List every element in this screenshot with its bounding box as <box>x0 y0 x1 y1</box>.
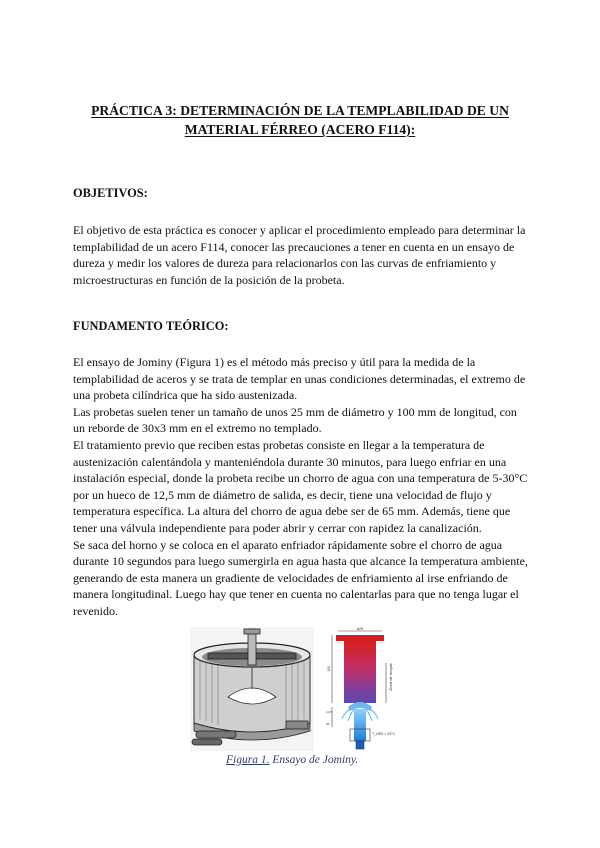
figure-caption-text: Ensayo de Jominy. <box>272 754 359 766</box>
dim-top-label: ø25 <box>356 627 364 631</box>
water-nozzle <box>354 709 366 741</box>
objectives-paragraph <box>73 222 531 288</box>
theory-paragraph-1: El ensayo de Jominy (Figura 1) es el método más preciso y útil para la medida de la templabilidad de aceros y se trata de templar en unas condiciones determinadas, el extremo de una probeta cilíndrica que ha sido austenizada. <box>73 355 526 403</box>
zone-label: Zona de temple <box>388 663 393 691</box>
theory-paragraph-2: Las probetas suelen tener un tamaño de unos 25 mm de diámetro y 100 mm de longitud, con un reborde de 30x3 mm en el extremo no templado. <box>73 404 517 436</box>
theory-paragraphs <box>73 354 531 620</box>
jominy-specimen-diagram <box>320 627 404 751</box>
theory-paragraph-4: Se saca del horno y se coloca en el aparato enfriador rápidamente sobre el chorro de agua durante 10 segundos para luego sumergirla en agua hasta que alcance la temperatura ambiente, generando de esta manera un gradiente de velocidades de enfriamiento al irse enfriando de manera longitudinal. Luego hay que tener en cuenta no calentarlas para que no tenga lugar el revenido. <box>73 537 528 618</box>
dim-jet-label: 65 <box>326 722 330 726</box>
dim-length-label: 100 <box>327 666 331 672</box>
dim-gap-label: 12,5 <box>326 710 332 714</box>
jominy-apparatus-illustration <box>190 627 314 751</box>
figure-label: Figura 1. <box>226 754 270 766</box>
objectives-text: El objetivo de esta práctica es conocer y aplicar el procedimiento empleado para determinar la templabilidad de un acero F114, conocer las precauciones a tener en cuenta en un ensayo de dureza y medir los valores de dureza para relacionarlos con las curvas de enfriamiento y microestructuras en función de la posición de la probeta. <box>73 223 526 287</box>
specimen-flange <box>336 635 384 641</box>
page-title: PRÁCTICA 3: DETERMINACIÓN DE LA TEMPLABILIDAD DE UN MATERIAL FÉRREO (ACERO F114): <box>91 103 509 137</box>
theory-paragraph-3: El tratamiento previo que reciben estas probetas consiste en llegar a la temperatura de austenización calentándola y manteniéndola durante 30 minutos, para luego enfriar en una instalación especial, donde la probeta recibe un chorro de agua con una temperatura de 5-30°C por un hueco de 12,5 mm de diámetro de salida, es decir, tiene una velocidad de flujo y temperatura específica. La altura del chorro de agua debe ser de 65 mm. Además, tiene que tener una válvula independiente para poder abrir y cerrar con rapidez la canalización. <box>73 437 528 535</box>
objectives-heading: OBJETIVOS: <box>73 186 148 200</box>
water-temp-label: T_H2O = 24°C <box>372 732 396 736</box>
specimen-body <box>344 641 376 703</box>
figure-caption <box>226 754 376 766</box>
theory-heading: FUNDAMENTO TEÓRICO: <box>73 319 229 333</box>
